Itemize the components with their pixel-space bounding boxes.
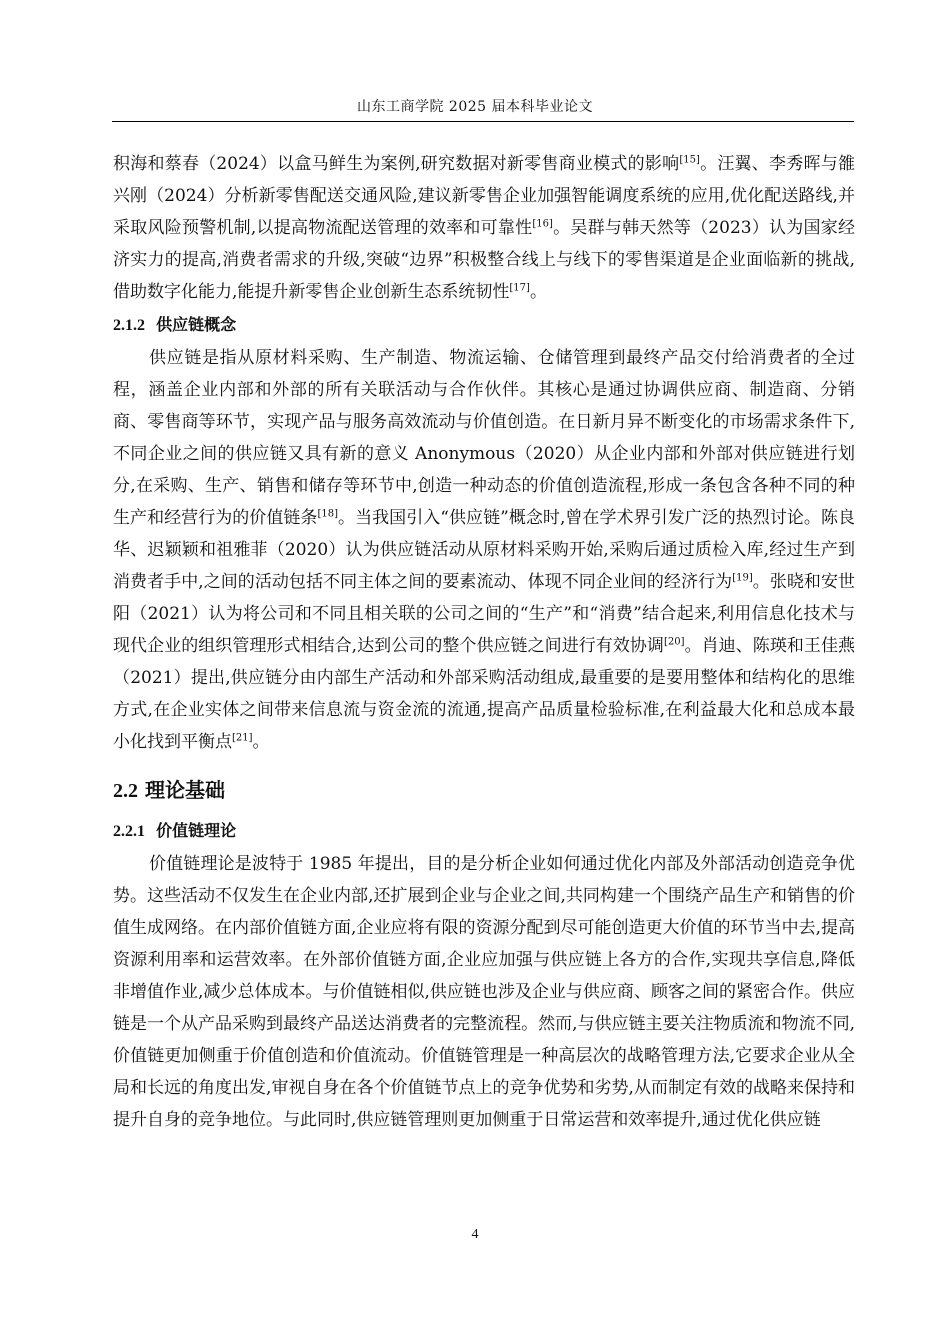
paragraph-text: 。张晓和安世阳（2021）认为将公司和不同且相关联的公司之间的“生产”和“消费”结合起来,利用信息化技术与现代企业的组织管理形式相结合,达到公司的整个供应链之间进行有效协调 bbox=[113, 572, 856, 656]
paragraph-text: 。 bbox=[252, 732, 270, 752]
section-title: 价值链理论 bbox=[156, 821, 237, 840]
section-number: 2.2 bbox=[113, 780, 138, 802]
paragraph bbox=[113, 848, 855, 1136]
paragraph-text: 。肖迪、陈瑛和王佳燕（2021）提出,供应链分由内部生产活动和外部采购活动组成,最重要的是要用整体和结构化的思维方式,在企业实体之间带来信息流与资金流的流通,提高产品质量检验标准,在利益最大化和总成本最小化找到平衡点 bbox=[113, 636, 856, 752]
citation-ref: [17] bbox=[509, 282, 530, 294]
citation-ref: [15] bbox=[679, 154, 700, 166]
paragraph-text: 。 bbox=[529, 282, 547, 302]
citation-ref: [21] bbox=[232, 732, 253, 744]
page-header: 山东工商学院 2025 届本科毕业论文 bbox=[356, 99, 594, 115]
document-body bbox=[113, 148, 855, 1136]
section-number: 2.1.2 bbox=[113, 317, 145, 334]
chapter-section-heading bbox=[113, 772, 855, 809]
section-title: 供应链概念 bbox=[156, 315, 237, 334]
section-heading bbox=[113, 309, 855, 342]
citation-ref: [16] bbox=[532, 218, 553, 230]
paragraph-text: 供应链是指从原材料采购、生产制造、物流运输、仓储管理到最终产品交付给消费者的全过程，涵盖企业内部和外部的所有关联活动与合作伙伴。其核心是通过协调供应商、制造商、分销商、零售商等环节，实现产品与服务高效流动与价值创造。在日新月异不断变化的市场需求条件下,不同企业之间的供应链又具有新的意义 Anonymous（2020）从企业内部和外部对供应链进行划分,在采购、生产、销售和储存等环节中,创造一种动态的价值创造流程,形成一条包含各种不同的种生产和经营行为的价值链条 bbox=[113, 348, 855, 528]
section-heading bbox=[113, 815, 855, 848]
citation-ref: [19] bbox=[732, 572, 753, 584]
paragraph bbox=[113, 342, 855, 758]
page-number: 4 bbox=[471, 1227, 479, 1242]
section-title: 理论基础 bbox=[144, 778, 225, 802]
paragraph-text: 。吴群与韩天然等（2023）认为国家经济实力的提高,消费者需求的升级,突破“边界”积极整合线上与线下的零售渠道是企业面临新的挑战,借助数字化能力,能提升新零售企业创新生态系统韧性 bbox=[113, 218, 856, 302]
paragraph bbox=[113, 148, 855, 308]
paragraph-text: 积海和蔡春（2024）以盒马鲜生为案例,研究数据对新零售商业模式的影响 bbox=[113, 154, 680, 174]
paragraph-text: 价值链理论是波特于 1985 年提出，目的是分析企业如何通过优化内部及外部活动创造竞争优势。这些活动不仅发生在企业内部,还扩展到企业与企业之间,共同构建一个围绕产品生产和销售的价值生成网络。在内部价值链方面,企业应将有限的资源分配到尽可能创造更大价值的环节当中去,提高资源利用率和运营效率。在外部价值链方面,企业应加强与供应链上各方的合作,实现共享信息,降低非增值作业,减少总体成本。与价值链相似,供应链也涉及企业与供应商、顾客之间的紧密合作。供应链是一个从产品采购到最终产品送达消费者的完整流程。然而,与供应链主要关注物质流和物流不同,价值链更加侧重于价值创造和价值流动。价值链管理是一种高层次的战略管理方法,它要求企业从全局和长远的角度出发,审视自身在各个价值链节点上的竞争优势和劣势,从而制定有效的战略来保持和提升自身的竞争地位。与此同时,供应链管理则更加侧重于日常运营和效率提升,通过优化供应链 bbox=[113, 854, 855, 1130]
section-number: 2.2.1 bbox=[113, 823, 145, 840]
header-divider bbox=[112, 121, 854, 122]
paragraph-text: 。当我国引入“供应链”概念时,曾在学术界引发广泛的热烈讨论。陈良华、迟颖颖和祖雅菲（2020）认为供应链活动从原材料采购开始,采购后通过质检入库,经过生产到消费者手中,之间的活动包括不同主体之间的要素流动、体现不同企业间的经济行为 bbox=[113, 508, 856, 592]
citation-ref: [18] bbox=[317, 508, 338, 520]
paragraph-text: 。汪翼、李秀晖与雒兴刚（2024）分析新零售配送交通风险,建议新零售企业加强智能调度系统的应用,优化配送路线,并采取风险预警机制,以提高物流配送管理的效率和可靠性 bbox=[113, 154, 855, 238]
citation-ref: [20] bbox=[664, 636, 685, 648]
